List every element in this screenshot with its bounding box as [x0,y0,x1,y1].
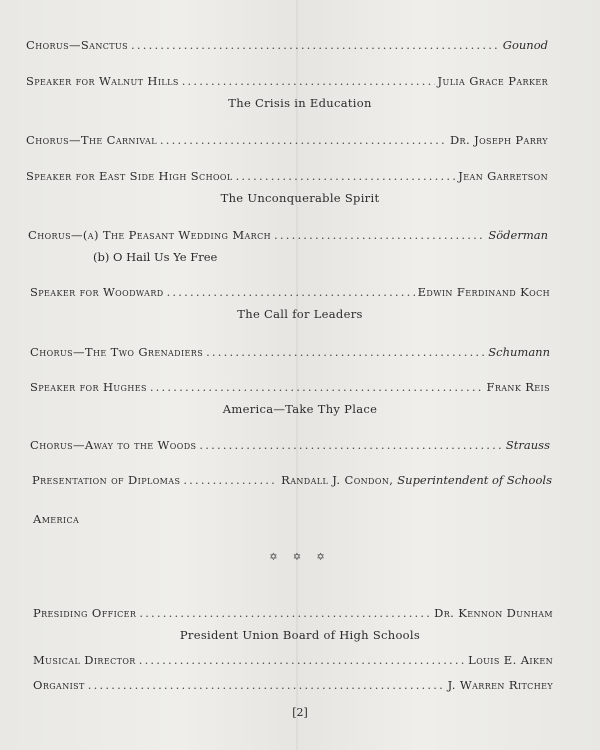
speech-topic: The Crisis in Education [228,96,372,110]
officer-role: Musical Director [33,653,136,667]
program-item-chorus-carnival [26,133,548,147]
program-item-label: Chorus—The Two Grenadiers [30,345,204,359]
leader-dots [206,345,485,359]
program-item-label: Chorus—Away to the Woods [30,438,197,452]
program-item-composer: Gounod [502,38,548,52]
program-item-label: Chorus—(a) The Peasant Wedding March [28,228,272,242]
program-item-speaker: Edwin Ferdinand Koch [417,285,550,299]
program-item-label: Speaker for Walnut Hills [26,74,179,88]
officer-title: President Union Board of High Schools [179,628,421,642]
program-item-speaker: Julia Grace Parker [437,74,548,88]
page-number: [2] [292,706,308,719]
officer-role: Presiding Officer [33,606,137,620]
program-item-chorus-grenadiers [30,345,550,359]
program-item-speaker-walnut-hills [26,74,548,88]
program-item-america: America [33,512,80,526]
leader-dots [199,438,503,452]
program-item-composer: Schumann [488,345,550,359]
program-item-diplomas [32,473,552,487]
speech-topic: The Call for Leaders [237,307,363,321]
program-item-chorus-woods [30,438,550,452]
program-item-label: Speaker for Hughes [30,380,147,394]
program-item-label: Speaker for East Side High School [26,169,233,183]
speech-topic: America—Take Thy Place [222,402,378,416]
program-item-chorus-sanctus [26,38,548,52]
program-item-label: Presentation of Diplomas [32,473,181,487]
leader-dots [274,228,485,242]
leader-dots [88,678,445,692]
program-item-label: Chorus—Sanctus [26,38,129,52]
speech-topic: The Unconquerable Spirit [220,191,380,205]
program-item-second-line: (b) O Hail Us Ye Free [93,250,218,264]
leader-dots [131,38,500,52]
program-item-composer: Strauss [505,438,550,452]
officer-presiding [33,606,553,620]
program-item-composer: Dr. Joseph Parry [449,133,548,147]
program-item-label: Speaker for Woodward [30,285,164,299]
program-item-speaker-east-side [26,169,548,183]
leader-dots [182,74,435,88]
program-item-chorus-peasant-wedding [28,228,548,242]
leader-dots [160,133,447,147]
leader-dots [139,606,431,620]
officer-name: J. Warren Ritchey [447,678,553,692]
officer-musical-director [33,653,553,667]
program-item-speaker-woodward [30,285,550,299]
leader-dots [139,653,465,667]
leader-dots [167,285,415,299]
program-item-presenter: Randall J. Condon, [281,473,394,487]
officer-name: Louis E. Aiken [468,653,553,667]
program-item-speaker-hughes [30,380,550,394]
officer-role: Organist [33,678,85,692]
program-item-speaker: Frank Reis [486,380,550,394]
separator-stars: ✡ ✡ ✡ [269,552,331,563]
program-item-speaker: Jean Garretson [458,169,548,183]
officer-name: Dr. Kennon Dunham [434,606,553,620]
program-item-presenter-title: Superintendent of Schools [397,473,552,487]
leader-dots [236,169,456,183]
program-item-label: Chorus—The Carnival [26,133,157,147]
leader-dots [183,473,278,487]
program-item-composer: Söderman [488,228,548,242]
leader-dots [150,380,484,394]
officer-organist [33,678,553,692]
